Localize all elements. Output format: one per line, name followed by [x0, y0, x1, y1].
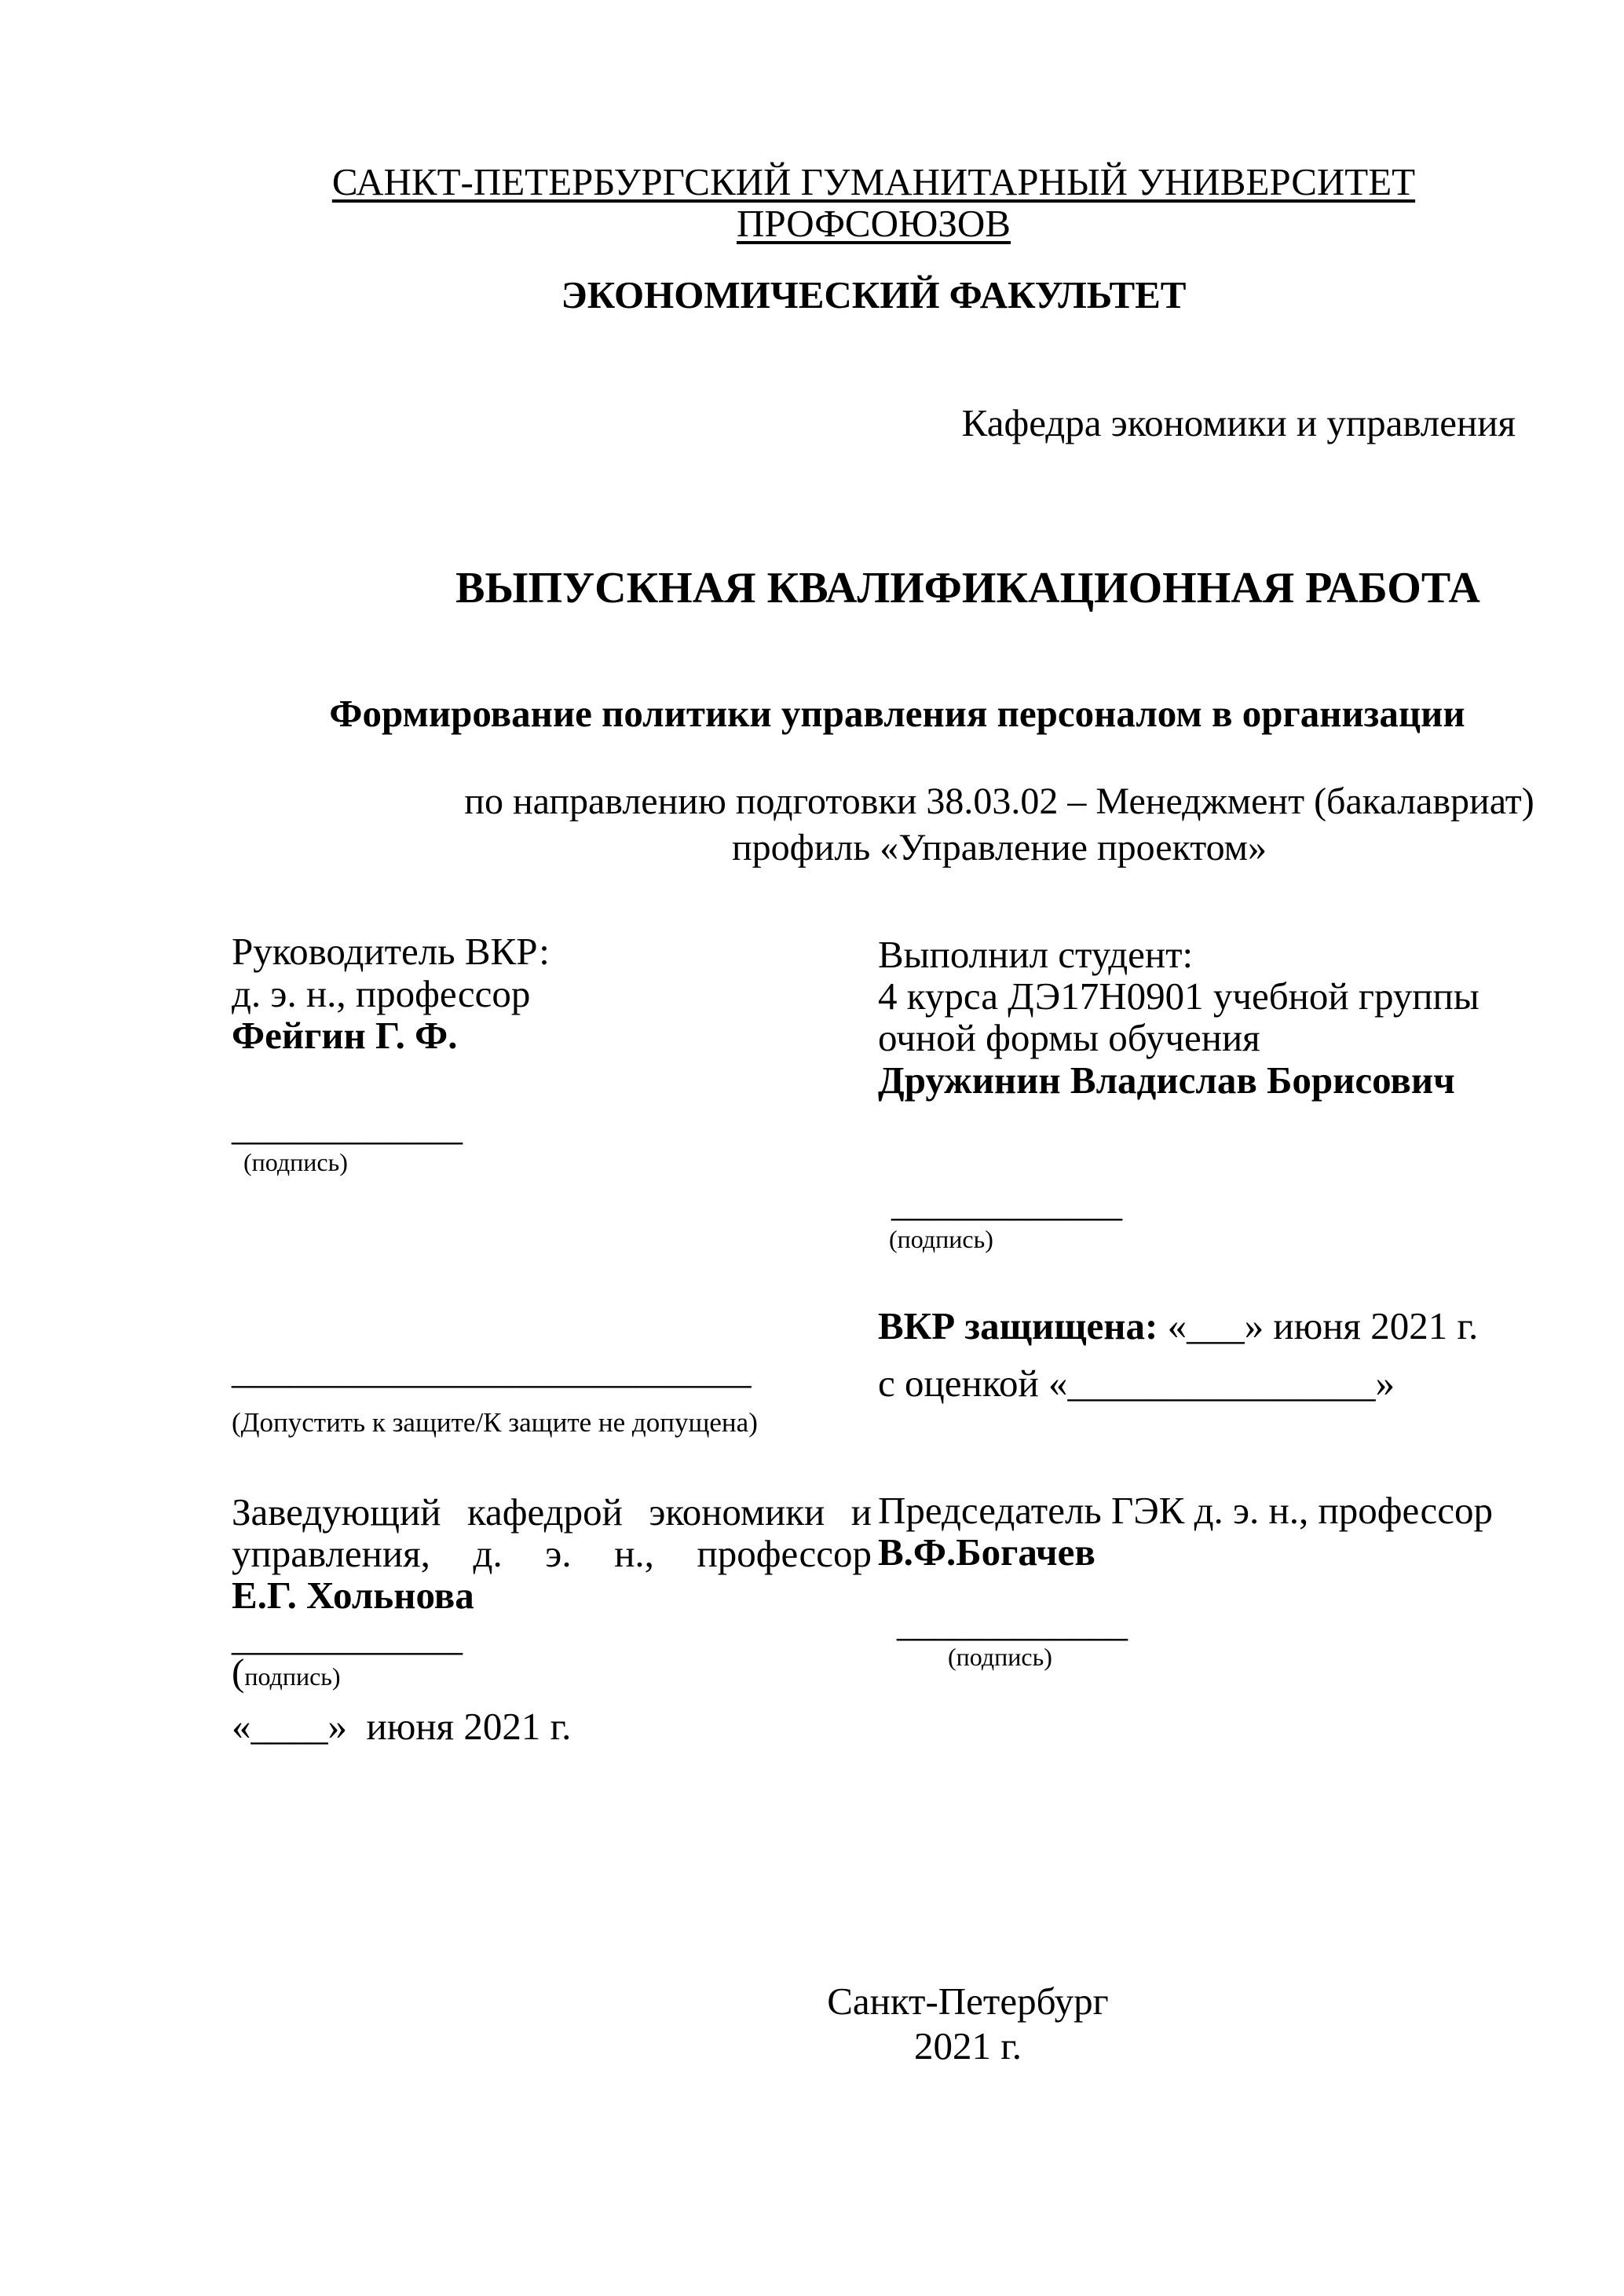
student-study-form: очной формы обучения — [878, 1016, 1260, 1059]
defense-date: «___» июня 2021 г. — [1167, 1304, 1479, 1347]
defense-line — [878, 1305, 1522, 1347]
profile-line: профиль «Управление проектом» — [731, 827, 1267, 868]
student-group: 4 курса ДЭ17Н0901 учебной группы — [878, 974, 1480, 1018]
footer-city: Санкт-Петербург — [827, 1980, 1109, 2023]
student-signature-caption: (подпись) — [889, 1225, 993, 1253]
admission-line: ___________________________ — [232, 1348, 752, 1391]
department-head-role-line1: Заведующий кафедрой экономики и — [232, 1491, 872, 1534]
supervisor-signature-caption: (подпись) — [243, 1148, 348, 1176]
faculty-name: ЭКОНОМИЧЕСКИЙ ФАКУЛЬТЕТ — [561, 273, 1187, 316]
student-signature-line: ____________ — [891, 1181, 1122, 1224]
university-name: САНКТ-ПЕТЕРБУРГСКИЙ ГУМАНИТАРНЫЙ УНИВЕРСИТЕТ ПРОФСОЮЗОВ — [331, 160, 1416, 245]
chairman-role: Председатель ГЭК д. э. н., профессор — [878, 1489, 1493, 1532]
supervisor-degree: д. э. н., профессор — [232, 972, 531, 1015]
department-head-signature-caption: подпись) — [244, 1662, 341, 1691]
student-name: Дружинин Владислав Борисович — [878, 1058, 1455, 1102]
defense-label: ВКР защищена: — [878, 1304, 1158, 1347]
department-head-role-line2: управления, д. э. н., профессор — [232, 1533, 872, 1575]
student-role: Выполнил студент: — [878, 933, 1194, 976]
chairman-signature-line: ____________ — [897, 1601, 1128, 1644]
department-head-name: Е.Г. Хольнова — [232, 1574, 474, 1617]
thesis-title: Формирование политики управления персоналом в организации — [329, 692, 1465, 735]
supervisor-role: Руководитель ВКР: — [232, 930, 550, 973]
supervisor-name: Фейгин Г. Ф. — [232, 1014, 458, 1057]
department-head-date: «____» июня 2021 г. — [232, 1705, 572, 1748]
work-type-title: ВЫПУСКНАЯ КВАЛИФИКАЦИОННАЯ РАБОТА — [455, 564, 1480, 612]
admission-caption: (Допустить к защите/К защите не допущена) — [232, 1407, 758, 1438]
program-line: по направлению подготовки 38.03.02 – Менеджмент (бакалавриат) — [464, 781, 1534, 822]
department-name: Кафедра экономики и управления — [961, 401, 1516, 444]
department-head-signature-caption-line — [232, 1651, 872, 1694]
chairman-name: В.Ф.Богачев — [878, 1530, 1095, 1574]
defense-grade-line: с оценкой «________________» — [878, 1362, 1395, 1405]
chairman-signature-caption: (подпись) — [948, 1643, 1052, 1671]
footer-year: 2021 г. — [913, 2024, 1022, 2067]
department-head-signature-line: ____________ — [232, 1615, 463, 1658]
department-head-signature-paren: ( — [232, 1651, 245, 1694]
supervisor-signature-line: ____________ — [232, 1105, 463, 1148]
